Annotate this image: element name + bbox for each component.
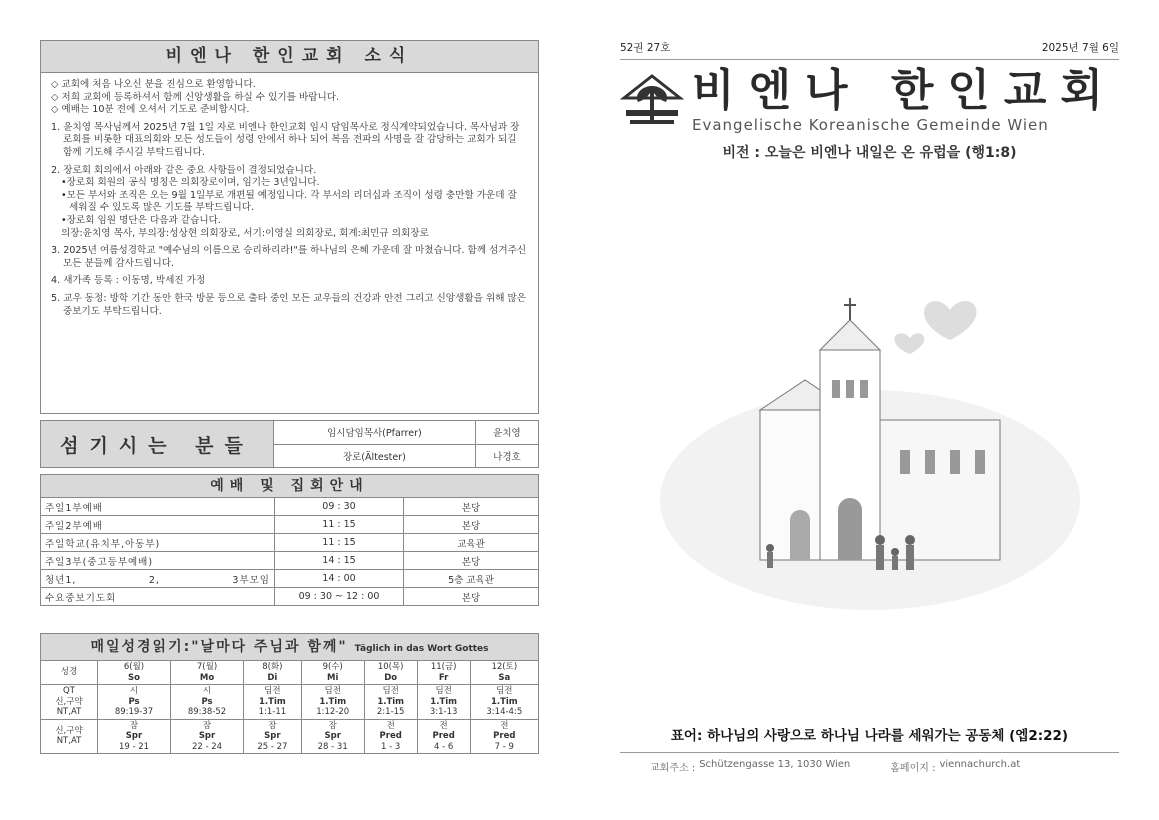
address-bar — [620, 752, 1119, 774]
church-emblem-icon — [620, 72, 684, 130]
news-intro — [51, 79, 528, 117]
left-page — [40, 40, 539, 752]
news-item-5: 5. 교우 동정: 방학 기간 동안 한국 방문 등으로 출타 중인 모든 교우들의 건강과 안전 그리고 신앙생활을 위해 많은 중보기도 부탁드립니다. — [51, 292, 527, 317]
news-subitem: •장로회 회원의 공식 명칭은 의회장로이며, 임기는 3년입니다. — [61, 177, 320, 189]
news-subitem: •장로회 임원 명단은 다음과 같습니다. — [61, 214, 221, 226]
address: Schützengasse 13, 1030 Wien — [699, 759, 851, 770]
bible-reading-cell: 딤전 1.Tim 1:12-20 — [301, 685, 364, 720]
bible-reading-cell: 전 Pred 1 - 3 — [364, 719, 417, 754]
serving-label: 섬기시는 분들 — [40, 420, 273, 468]
bible-title: 매일성경읽기:"날마다 주님과 함께" Täglich in das Wort Gottes — [40, 633, 539, 660]
bible-reading-cell: 잠 Spr 22 - 24 — [171, 719, 244, 754]
bible-day-header: 9(수) Mi — [301, 661, 364, 685]
intro-line: ◇ 예배는 10분 전에 오셔서 기도로 준비합시다. — [51, 104, 250, 116]
vision-statement: 비전 : 오늘은 비엔나 내일은 온 유럽을 (행1:8) — [722, 145, 1017, 161]
news-item-2: 2. 장로회 회의에서 아래와 같은 중요 사항들이 결정되었습니다. •장로회 회원의 공식 명칭은 의회장로이며, 임기는 3년입니다. •모든 부서와 조직은 오는 9월 1일부로 개편될 예정입니다. 각 부서의 리더십과 조직이 성령 충만할 가운데 잘 세워질 수 있도록 많은 기도를 부탁드립니다. •장로회 임원 명단은 다음과 같습니다. 의장:윤치영 목사, 부의장:성상현 의회장로, 서기:이영실 의회장로, 회계:최민규 의회장로 — [51, 165, 528, 241]
news-item-1: 1. 윤치영 목사님께서 2025년 7월 1일 자로 비엔나 한인교회 임시 담임목사로 정식계약되었습니다. 목사님과 장로회를 비롯한 대표의회와 모든 성도들이 성령 안에서 하나 되어 복음 전파의 사명을 잘 감당하는 교회가 되길 함께 기도해 주시길 부탁드립니다. — [51, 121, 520, 158]
issue-date: 2025년 7월 6일 — [1041, 42, 1119, 54]
news-item-4: 4. 새가족 등록 : 이동명, 박세진 가정 — [51, 275, 206, 287]
serving-role: 장로(Ältester) — [274, 444, 476, 468]
news-item-3: 3. 2025년 여름성경학교 "예수님의 이름으로 승리하리라!"를 하나님의 은혜 가운데 잘 마쳤습니다. 함께 섬겨주신 모든 분들께 감사드립니다. — [51, 245, 527, 269]
church-name-de: Evangelische Koreanische Gemeinde Wien — [692, 116, 1049, 134]
bible-table — [40, 660, 539, 754]
officers-list: 의장:윤치영 목사, 부의장:성상현 의회장로, 서기:이영실 의회장로, 회계:최민규 의회장로 — [61, 227, 429, 239]
intro-line: ◇ 교회에 처음 나오신 분을 진심으로 환영합니다. — [51, 79, 256, 90]
motto: 표어: 하나님의 사랑으로 하나님 나라를 세워가는 공동체 (엡2:22) — [670, 728, 1069, 744]
bible-day-header: 6(월) So — [98, 661, 171, 685]
bible-day-header: 7(월) Mo — [171, 661, 244, 685]
bible-day-header: 11(금) Fr — [417, 661, 470, 685]
bible-reading-cell: 잠 Spr 25 - 27 — [244, 719, 302, 754]
news-section — [40, 40, 539, 414]
bible-reading-cell: 딤전 1.Tim 1:1-11 — [244, 685, 302, 720]
news-title: 비엔나 한인교회 소식 — [41, 41, 538, 73]
table-row — [274, 421, 539, 445]
serving-role: 임시담임목사(Pfarrer) — [274, 421, 476, 445]
issue-meta — [620, 40, 1119, 60]
serving-name: 나경호 — [475, 444, 538, 468]
bible-reading-section — [40, 633, 539, 754]
bible-reading-cell: 시 Ps 89:19-37 — [98, 685, 171, 720]
table-row: QT 신,구약 NT,AT 시 Ps 89:19-37 시 Ps 89:38-52 딤전 1.Tim 1:1-11 딤전 1.Tim 1:12-20 딤전 1.Tim 2:1-15 딤전 1.Tim 3:1-13 딤전 1.Tim 3:14-4:5 — [41, 685, 539, 720]
table-row: 주일1부예배 09 : 30 본당 — [41, 498, 539, 516]
bible-reading-cell: 전 Pred 7 - 9 — [470, 719, 538, 754]
homepage-label: 홈페이지 : — [890, 763, 936, 774]
bible-reading-cell: 잠 Spr 28 - 31 — [301, 719, 364, 754]
bible-day-header: 8(화) Di — [244, 661, 302, 685]
worship-table — [40, 497, 539, 606]
table-row: 수요중보기도회 09 : 30 ~ 12 : 00 본당 — [41, 588, 539, 606]
church-name: 비엔나 한인교회 — [692, 65, 1117, 116]
table-row — [274, 444, 539, 468]
table-row: 주일2부예배 11 : 15 본당 — [41, 516, 539, 534]
worship-section — [40, 474, 539, 606]
table-row: 주일학교(유치부,아동부) 11 : 15 교육관 — [41, 534, 539, 552]
homepage-link[interactable]: viennachurch.at — [939, 759, 1021, 770]
bible-reading-cell: 딤전 1.Tim 2:1-15 — [364, 685, 417, 720]
table-row: 청년1, 2, 3부모임 14 : 00 5층 교육관 — [41, 570, 539, 588]
bible-reading-cell: 딤전 1.Tim 3:1-13 — [417, 685, 470, 720]
serving-table — [273, 420, 539, 468]
news-body — [41, 73, 538, 324]
serving-name: 윤치영 — [475, 421, 538, 445]
table-row: 주일3부(중고등부예배) 14 : 15 본당 — [41, 552, 539, 570]
church-logo — [620, 65, 1119, 134]
bible-day-header: 10(목) Do — [364, 661, 417, 685]
address-label: 교회주소 : — [650, 763, 696, 774]
intro-line: ◇ 저희 교회에 등록하셔서 함께 신앙생활을 하실 수 있기를 바랍니다. — [51, 91, 340, 103]
church-illustration — [620, 290, 1119, 610]
serving-section — [40, 420, 539, 468]
bible-reading-cell: 전 Pred 4 - 6 — [417, 719, 470, 754]
news-subitem: •모든 부서와 조직은 오는 9월 1일부로 개편될 예정입니다. 각 부서의 리더십과 조직이 성령 충만할 가운데 잘 세워질 수 있도록 많은 기도를 부탁드립니다. — [61, 189, 517, 214]
table-row: 신,구약 NT,AT 잠 Spr 19 - 21 잠 Spr 22 - 24 잠 Spr 25 - 27 잠 Spr 28 - 31 전 Pred 1 - 3 전 Pred 4 - 6 전 Pred 7 - 9 — [41, 719, 539, 754]
table-row: 성경 6(월) So 7(월) Mo 8(화) Di 9(수) Mi 10(목) Do 11(금) Fr 12(토) Sa — [41, 661, 539, 685]
bible-reading-cell: 딤전 1.Tim 3:14-4:5 — [470, 685, 538, 720]
volume-number: 52권 27호 — [620, 42, 671, 54]
bible-reading-cell: 잠 Spr 19 - 21 — [98, 719, 171, 754]
worship-title: 예배 및 집회안내 — [40, 474, 539, 497]
cover-page — [620, 40, 1119, 780]
bible-day-header: 12(토) Sa — [470, 661, 538, 685]
bible-reading-cell: 시 Ps 89:38-52 — [171, 685, 244, 720]
